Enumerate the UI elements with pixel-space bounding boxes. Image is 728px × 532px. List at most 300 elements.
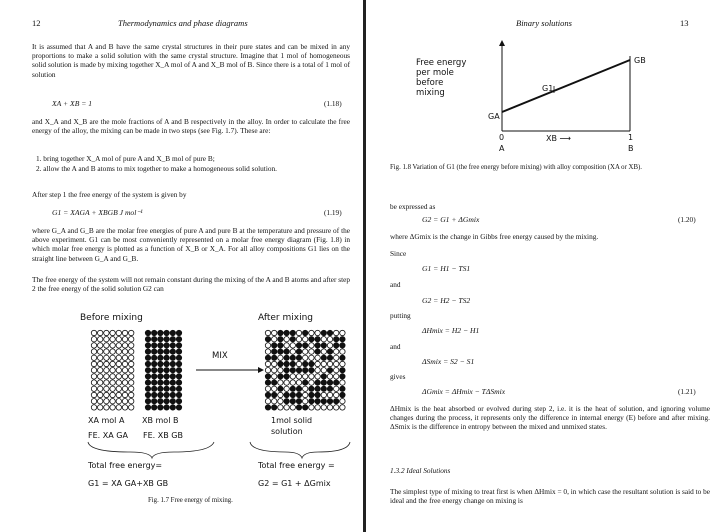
atom-mixed	[278, 374, 283, 379]
atom-b	[152, 380, 157, 385]
atom-a	[98, 361, 103, 366]
atom-mixed	[327, 349, 332, 354]
atom-mixed	[321, 399, 326, 404]
atom-mixed	[290, 337, 295, 342]
atom-mixed	[296, 386, 301, 391]
since-label: Since	[390, 249, 407, 258]
atom-b	[145, 405, 150, 410]
equation-g2: G2 = H2 − TS2	[422, 296, 471, 305]
atom-mixed	[309, 380, 314, 385]
atom-b	[152, 330, 157, 335]
atom-mixed	[272, 355, 277, 360]
atom-mixed	[327, 343, 332, 348]
atom-a	[116, 337, 121, 342]
atom-mixed	[265, 392, 270, 397]
atom-mixed	[284, 349, 289, 354]
heat-of-solution-paragraph: ΔHmix is the heat absorbed or evolved during step 2, i.e. it is the heat of solution, and ignoring volume changes during the process, it represents only the difference in internal energy (E) before and after mixing. ΔSmix is the difference in entropy between the mixed and unmixed states.	[390, 404, 710, 432]
atom-a	[129, 361, 134, 366]
atom-mixed	[334, 343, 339, 348]
atom-mixed	[303, 392, 308, 397]
atom-mixed	[284, 405, 289, 410]
atom-mixed	[321, 405, 326, 410]
atom-mixed	[303, 330, 308, 335]
atom-b	[170, 368, 175, 373]
atom-a	[98, 386, 103, 391]
atom-b	[152, 361, 157, 366]
atom-a	[91, 405, 96, 410]
atom-b	[164, 337, 169, 342]
left-page-number: 12	[32, 18, 41, 28]
atom-b	[170, 392, 175, 397]
total-free-energy-right: Total free energy =	[258, 461, 335, 470]
mix-label: MIX	[212, 351, 228, 361]
atom-mixed	[309, 405, 314, 410]
atom-a	[98, 330, 103, 335]
atom-a	[91, 368, 96, 373]
atom-mixed	[334, 399, 339, 404]
atom-mixed	[290, 361, 295, 366]
atom-b	[170, 374, 175, 379]
equation-1-18: XA + XB = 1	[52, 99, 93, 108]
equation-g1: G1 = H1 − TS1	[422, 264, 471, 273]
atom-a	[98, 405, 103, 410]
equation-delta-h: ΔHmix = H2 − H1	[422, 326, 480, 335]
atom-mixed	[327, 355, 332, 360]
atom-mixed	[321, 368, 326, 373]
paragraph-1: It is assumed that A and B have the same crystal structures in their pure states and can be mixed in any proportions to make a solid solution with the same crystal structure. Imagine that 1 mol of homogeneous solid solution is made by mixing together X_A mol of A and X_B mol of B. Since there is a total of 1 mol of solution	[32, 42, 350, 79]
atom-a	[110, 405, 115, 410]
atom-b	[158, 361, 163, 366]
right-running-head: Binary solutions	[516, 18, 572, 28]
atom-a	[98, 368, 103, 373]
atom-a	[129, 392, 134, 397]
mix-arrow-head	[258, 367, 264, 373]
atom-mixed	[340, 380, 345, 385]
y-label-line-4: mixing	[416, 88, 445, 98]
atom-a	[91, 374, 96, 379]
atom-a	[104, 337, 109, 342]
atom-mixed	[315, 361, 320, 366]
atom-mixed	[278, 405, 283, 410]
atom-a	[129, 337, 134, 342]
atom-a	[104, 330, 109, 335]
atom-b	[158, 330, 163, 335]
atom-a	[91, 355, 96, 360]
atom-mixed	[303, 399, 308, 404]
atom-mixed	[315, 343, 320, 348]
and-label-1: and	[390, 280, 401, 289]
atom-a	[110, 355, 115, 360]
atom-mixed	[296, 361, 301, 366]
atom-mixed	[290, 405, 295, 410]
atom-b	[170, 330, 175, 335]
atom-a	[98, 374, 103, 379]
atom-mixed	[315, 405, 320, 410]
putting-label: putting	[390, 311, 411, 320]
atom-a	[110, 380, 115, 385]
atom-b	[164, 368, 169, 373]
atom-b	[145, 392, 150, 397]
atom-b	[152, 392, 157, 397]
equation-1-19-number: (1.19)	[324, 208, 342, 217]
atom-b	[170, 337, 175, 342]
atom-a	[104, 361, 109, 366]
atom-b	[170, 405, 175, 410]
fe-a-label: FE. XA GA	[88, 431, 128, 440]
atom-mixed	[315, 392, 320, 397]
atom-mixed	[334, 349, 339, 354]
atom-a	[110, 386, 115, 391]
atom-a	[129, 405, 134, 410]
atom-a	[122, 343, 127, 348]
atom-mixed	[340, 386, 345, 391]
section-heading: 1.3.2 Ideal Solutions	[390, 466, 451, 475]
atom-a	[91, 343, 96, 348]
atom-a	[98, 337, 103, 342]
atom-mixed	[296, 405, 301, 410]
paragraph-5: The free energy of the system will not remain constant during the mixing of the A and B atoms and after step 2 the free energy of the solid solution G2 can	[32, 275, 350, 294]
atom-mixed	[340, 349, 345, 354]
atom-mixed	[309, 386, 314, 391]
g1-expression: G1 = XA GA+XB GB	[88, 479, 169, 488]
atom-b	[170, 380, 175, 385]
atom-mixed	[265, 368, 270, 373]
atom-mixed	[327, 368, 332, 373]
atom-b	[145, 330, 150, 335]
atom-a	[91, 386, 96, 391]
be-expressed-as: be expressed as	[390, 202, 436, 211]
atom-mixed	[334, 392, 339, 397]
atom-a	[110, 330, 115, 335]
ga-label: GA	[488, 112, 500, 121]
atom-a	[122, 330, 127, 335]
atom-b	[158, 374, 163, 379]
atom-a	[91, 380, 96, 385]
atom-a	[129, 399, 134, 404]
axis-b: B	[628, 144, 634, 153]
atom-mixed	[334, 355, 339, 360]
atom-mixed	[303, 368, 308, 373]
atom-b	[145, 386, 150, 391]
atom-a	[116, 355, 121, 360]
atom-mixed	[284, 368, 289, 373]
atom-a	[116, 368, 121, 373]
atom-mixed	[334, 330, 339, 335]
atom-mixed	[265, 337, 270, 342]
and-label-2: and	[390, 342, 401, 351]
g1-label: G1	[542, 84, 554, 93]
atom-a	[122, 386, 127, 391]
ideal-solutions-paragraph: The simplest type of mixing to treat first is when ΔHmix = 0, in which case the resultant solution is said to be ideal and the free energy change on mixing is	[390, 487, 710, 506]
atom-b	[158, 337, 163, 342]
atom-mixed	[265, 361, 270, 366]
atom-a	[110, 374, 115, 379]
atom-a	[116, 361, 121, 366]
atom-mixed	[278, 330, 283, 335]
atom-b	[170, 343, 175, 348]
gives-label: gives	[390, 372, 406, 381]
atom-mixed	[340, 355, 345, 360]
atom-mixed	[278, 399, 283, 404]
atom-mixed	[284, 392, 289, 397]
atom-b	[164, 386, 169, 391]
atom-mixed	[321, 374, 326, 379]
atom-mixed	[265, 405, 270, 410]
atom-mixed	[315, 386, 320, 391]
atom-mixed	[303, 405, 308, 410]
atom-mixed	[309, 368, 314, 373]
atom-mixed	[309, 374, 314, 379]
atom-mixed	[334, 361, 339, 366]
atom-mixed	[334, 405, 339, 410]
atom-mixed	[296, 392, 301, 397]
atom-mixed	[272, 361, 277, 366]
atom-a	[116, 380, 121, 385]
atom-mixed	[284, 343, 289, 348]
atom-mixed	[278, 392, 283, 397]
atom-b	[164, 374, 169, 379]
equation-1-18-number: (1.18)	[324, 99, 342, 108]
atom-mixed	[334, 374, 339, 379]
atom-b	[176, 399, 181, 404]
atom-b	[170, 355, 175, 360]
atom-mixed	[290, 330, 295, 335]
atom-mixed	[290, 368, 295, 373]
atom-b	[176, 368, 181, 373]
atom-mixed	[284, 374, 289, 379]
atom-a	[122, 405, 127, 410]
solid-solution-label-2: solution	[271, 427, 303, 436]
paragraph-2: and X_A and X_B are the mole fractions of A and B respectively in the alloy. In order to calculate the free energy of the alloy, the mixing can be made in two steps (see Fig. 1.7). These are:	[32, 117, 350, 136]
atom-a	[129, 349, 134, 354]
atom-mixed	[309, 343, 314, 348]
atom-mixed	[265, 386, 270, 391]
atom-mixed	[265, 380, 270, 385]
paragraph-3: After step 1 the free energy of the system is given by	[32, 190, 187, 199]
atom-a	[104, 380, 109, 385]
atom-mixed	[309, 330, 314, 335]
atom-mixed	[321, 355, 326, 360]
atom-b	[152, 368, 157, 373]
gb-label: GB	[634, 56, 646, 65]
atom-mixed	[278, 337, 283, 342]
atom-b	[145, 368, 150, 373]
xb-arrow-label: XB ⟶	[546, 134, 571, 143]
atom-b	[152, 399, 157, 404]
atom-mixed	[315, 349, 320, 354]
atom-mixed	[321, 330, 326, 335]
atom-mixed	[296, 337, 301, 342]
atom-mixed	[303, 349, 308, 354]
atom-b	[145, 337, 150, 342]
atom-b	[152, 337, 157, 342]
atom-a	[104, 399, 109, 404]
atom-mixed	[303, 386, 308, 391]
total-free-energy-left: Total free energy=	[88, 461, 163, 470]
atom-mixed	[272, 349, 277, 354]
atom-mixed	[315, 355, 320, 360]
xa-mol-label: XA mol A	[88, 416, 125, 425]
solid-solution-label-1: 1mol solid	[271, 416, 313, 425]
atom-mixed	[327, 399, 332, 404]
atom-b	[152, 355, 157, 360]
atom-b	[145, 349, 150, 354]
atom-a	[129, 368, 134, 373]
atom-b	[164, 380, 169, 385]
atom-b	[145, 355, 150, 360]
fe-b-label: FE. XB GB	[143, 431, 183, 440]
atom-mixed	[265, 349, 270, 354]
atom-mixed	[340, 399, 345, 404]
atom-mixed	[284, 361, 289, 366]
atom-mixed	[315, 330, 320, 335]
atom-mixed	[284, 386, 289, 391]
atom-mixed	[315, 337, 320, 342]
atom-b	[158, 392, 163, 397]
y-label-line-3: before	[416, 78, 444, 88]
atom-mixed	[334, 380, 339, 385]
atom-b	[176, 355, 181, 360]
atom-mixed	[309, 355, 314, 360]
y-label-line-2: per mole	[416, 68, 454, 78]
atom-mixed	[272, 392, 277, 397]
atom-mixed	[309, 392, 314, 397]
atom-b	[176, 330, 181, 335]
before-mixing-label: Before mixing	[80, 313, 143, 323]
right-page-number: 13	[680, 18, 689, 28]
atom-a	[122, 368, 127, 373]
atom-b	[176, 349, 181, 354]
atom-mixed	[272, 330, 277, 335]
atom-b	[152, 374, 157, 379]
equation-1-20-number: (1.20)	[678, 215, 696, 224]
atom-b	[145, 361, 150, 366]
where-delta-g: where ΔGmix is the change in Gibbs free energy caused by the mixing.	[390, 232, 599, 241]
atom-b	[145, 374, 150, 379]
atom-mixed	[321, 386, 326, 391]
atom-a	[104, 343, 109, 348]
atom-mixed	[296, 349, 301, 354]
atom-a	[110, 392, 115, 397]
equation-1-19: G1 = XAGA + XBGB J mol⁻¹	[52, 208, 143, 217]
atom-mixed	[290, 392, 295, 397]
atom-mixed	[327, 392, 332, 397]
atom-a	[91, 330, 96, 335]
atom-b	[164, 330, 169, 335]
atom-a	[116, 405, 121, 410]
atom-mixed	[340, 361, 345, 366]
atom-b	[152, 343, 157, 348]
equation-delta-s: ΔSmix = S2 − S1	[422, 357, 475, 366]
atom-mixed	[284, 330, 289, 335]
atom-mixed	[340, 374, 345, 379]
atom-b	[145, 380, 150, 385]
atom-b	[152, 386, 157, 391]
list-item-2: 2. allow the A and B atoms to mix together to make a homogeneous solid solution.	[36, 164, 277, 173]
atom-b	[176, 392, 181, 397]
atom-b	[164, 343, 169, 348]
atom-mixed	[303, 337, 308, 342]
atom-mixed	[334, 386, 339, 391]
y-label-line-1: Free energy	[416, 58, 467, 68]
atom-mixed	[265, 355, 270, 360]
atom-mixed	[290, 343, 295, 348]
atom-b	[158, 380, 163, 385]
atom-b	[164, 405, 169, 410]
atom-a	[116, 349, 121, 354]
atom-mixed	[309, 337, 314, 342]
atom-mixed	[284, 399, 289, 404]
atom-mixed	[284, 380, 289, 385]
atom-b	[152, 349, 157, 354]
atom-a	[122, 349, 127, 354]
atom-mixed	[315, 368, 320, 373]
atom-mixed	[272, 399, 277, 404]
atom-mixed	[340, 405, 345, 410]
atom-b	[176, 386, 181, 391]
axis-a: A	[499, 144, 505, 153]
atom-b	[170, 386, 175, 391]
atom-mixed	[278, 380, 283, 385]
atom-b	[164, 355, 169, 360]
atom-mixed	[315, 399, 320, 404]
atom-a	[91, 337, 96, 342]
atom-a	[98, 399, 103, 404]
fig-1-8-caption: Fig. 1.8 Variation of G1 (the free energy before mixing) with alloy composition (XA or XB).	[390, 164, 642, 171]
atom-mixed	[340, 368, 345, 373]
atom-mixed	[265, 330, 270, 335]
atom-a	[129, 343, 134, 348]
atom-a	[116, 399, 121, 404]
atom-mixed	[278, 349, 283, 354]
atom-b	[170, 399, 175, 404]
axis-zero: 0	[499, 133, 505, 142]
atom-mixed	[309, 361, 314, 366]
atom-mixed	[309, 399, 314, 404]
atom-b	[176, 405, 181, 410]
atom-mixed	[296, 380, 301, 385]
atom-a	[122, 374, 127, 379]
atom-a	[122, 392, 127, 397]
atom-a	[98, 380, 103, 385]
atom-a	[116, 330, 121, 335]
atom-a	[98, 349, 103, 354]
equation-1-20: G2 = G1 + ΔGmix	[422, 215, 480, 224]
atom-mixed	[340, 392, 345, 397]
atom-mixed	[290, 399, 295, 404]
atom-mixed	[278, 361, 283, 366]
atom-mixed	[296, 374, 301, 379]
atom-b	[176, 374, 181, 379]
atom-mixed	[290, 374, 295, 379]
axis-one: 1	[628, 133, 634, 142]
atom-b	[158, 405, 163, 410]
atom-mixed	[272, 343, 277, 348]
after-mixing-label: After mixing	[258, 313, 313, 323]
atom-b	[164, 361, 169, 366]
atom-a	[104, 368, 109, 373]
atom-mixed	[327, 337, 332, 342]
atom-mixed	[303, 361, 308, 366]
atom-a	[116, 392, 121, 397]
atom-b	[145, 399, 150, 404]
right-page	[366, 0, 728, 532]
atom-mixed	[334, 368, 339, 373]
atom-a	[122, 337, 127, 342]
atom-b	[158, 368, 163, 373]
atom-mixed	[321, 392, 326, 397]
atom-a	[129, 374, 134, 379]
